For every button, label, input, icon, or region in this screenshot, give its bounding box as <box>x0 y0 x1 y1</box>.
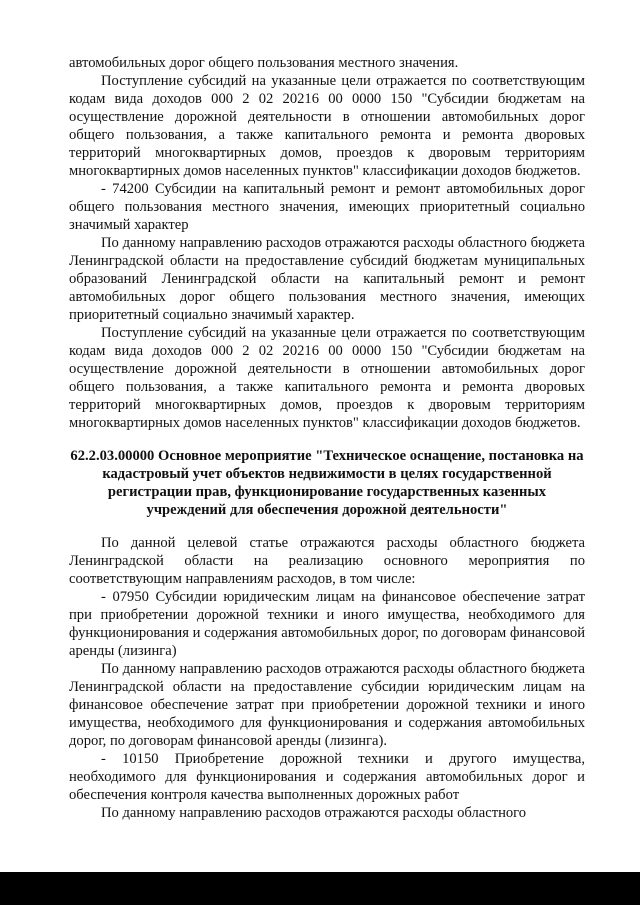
document-body <box>69 54 585 822</box>
paragraph-expenses-74200: По данному направлению расходов отражаются расходы областного бюджета Ленинградской области на предоставление субсидий бюджетам муниципальных образований Ленинградской области на капитальный ремонт и ремонт автомобильных дорог общего пользования местного значения, имеющих приоритетный социально значимый характер. <box>69 235 585 323</box>
scan-bottom-border <box>0 872 640 905</box>
paragraph-expenses-10150: По данному направлению расходов отражаются расходы областного <box>101 805 527 821</box>
paragraph-item-10150: - 10150 Приобретение дорожной техники и другого имущества, необходимого для функционирования и содержания автомобильных дорог и обеспечения контроля качества выполненных дорожных работ <box>69 751 585 803</box>
paragraph-section-intro: По данной целевой статье отражаются расходы областного бюджета Ленинградской области на реализацию основного мероприятия по соответствующим направлениям расходов, в том числе: <box>69 535 585 587</box>
section-heading: 62.2.03.00000 Основное мероприятие "Техническое оснащение, постановка на кадастровый учет объектов недвижимости в целях государственной регистрации прав, функционирование государственных казенных учреждений для обеспечения дорожной деятельности" <box>70 448 584 518</box>
paragraph-continuation: автомобильных дорог общего пользования местного значения. <box>69 55 459 71</box>
paragraph-expenses-07950: По данному направлению расходов отражаются расходы областного бюджета Ленинградской области на предоставление субсидии юридическим лицам на финансовое обеспечение затрат при приобретении дорожной техники и иного имущества, необходимого для функционирования и содержания автомобильных дорог, по договорам финансовой аренды (лизинга). <box>69 661 585 749</box>
paragraph-income-codes-2: Поступление субсидий на указанные цели отражается по соответствующим кодам вида доходов 000 2 02 20216 00 0000 150 "Субсидии бюджетам на осуществление дорожной деятельности в отношении автомобильных дорог общего пользования, а также капитального ремонта и ремонта дворовых территорий многоквартирных домов, проездов к дворовым территориям многоквартирных домов населенных пунктов" классификации доходов бюджетов. <box>69 325 585 431</box>
paragraph-income-codes-1: Поступление субсидий на указанные цели отражается по соответствующим кодам вида доходов 000 2 02 20216 00 0000 150 "Субсидии бюджетам на осуществление дорожной деятельности в отношении автомобильных дорог общего пользования, а также капитального ремонта и ремонта дворовых территорий многоквартирных домов, проездов к дворовым территориям многоквартирных домов населенных пунктов" классификации доходов бюджетов. <box>69 73 585 179</box>
paragraph-item-74200: - 74200 Субсидии на капитальный ремонт и ремонт автомобильных дорог общего пользования местного значения, имеющих приоритетный социально значимый характер <box>69 181 585 233</box>
paragraph-item-07950: - 07950 Субсидии юридическим лицам на финансовое обеспечение затрат при приобретении дорожной техники и иного имущества, необходимого для функционирования и содержания автомобильных дорог, по договорам финансовой аренды (лизинга) <box>69 589 585 659</box>
